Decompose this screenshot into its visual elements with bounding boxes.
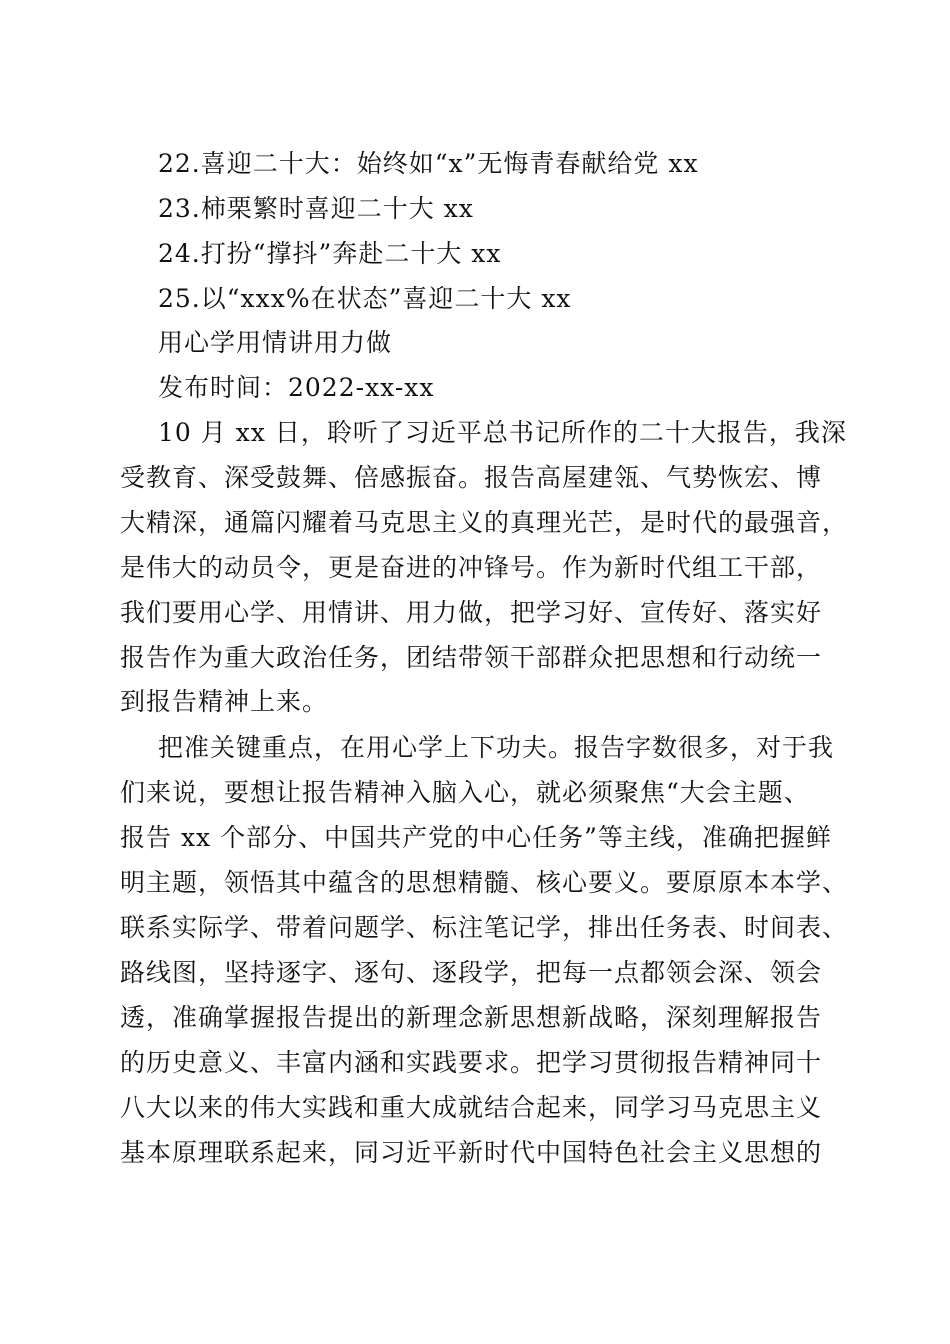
paragraph-line: 是伟大的动员令，更是奋进的冲锋号。作为新时代组工干部， (120, 553, 823, 582)
paragraph-line: 10 月 xx 日，聆听了习近平总书记所作的二十大报告，我深 (158, 418, 847, 447)
list-item: 24.打扮“撑抖”奔赴二十大 xx (158, 239, 502, 268)
paragraph-line: 基本原理联系起来，同习近平新时代中国特色社会主义思想的 (120, 1138, 823, 1167)
publish-date: 发布时间：2022-xx-xx (158, 373, 435, 402)
list-item: 22.喜迎二十大：始终如“x”无悔青春献给党 xx (158, 149, 699, 178)
paragraph-line: 路线图，坚持逐字、逐句、逐段学，把每一点都领会深、领会 (120, 958, 823, 987)
paragraph-line: 明主题，领悟其中蕴含的思想精髓、核心要义。要原原本本学、 (120, 868, 849, 897)
list-item: 23.柿栗繁时喜迎二十大 xx (158, 194, 474, 223)
paragraph-line: 们来说，要想让报告精神入脑入心，就必须聚焦“大会主题、 (120, 778, 810, 807)
paragraph-line: 报告作为重大政治任务，团结带领干部群众把思想和行动统一 (120, 643, 823, 672)
paragraph-line: 的历史意义、丰富内涵和实践要求。把学习贯彻报告精神同十 (120, 1048, 823, 1077)
paragraph-line: 我们要用心学、用情讲、用力做，把学习好、宣传好、落实好 (120, 598, 823, 627)
paragraph-line: 大精深，通篇闪耀着马克思主义的真理光芒，是时代的最强音， (120, 508, 849, 537)
paragraph-line: 把准关键重点，在用心学上下功夫。报告字数很多，对于我 (158, 733, 835, 762)
paragraph-line: 透，准确掌握报告提出的新理念新思想新战略，深刻理解报告 (120, 1003, 823, 1032)
paragraph-line: 联系实际学、带着问题学、标注笔记学，排出任务表、时间表、 (120, 913, 849, 942)
paragraph-line: 受教育、深受鼓舞、倍感振奋。报告高屋建瓴、气势恢宏、博 (120, 463, 823, 492)
paragraph-line: 八大以来的伟大实践和重大成就结合起来，同学习马克思主义 (120, 1093, 823, 1122)
paragraph-line: 报告 xx 个部分、中国共产党的中心任务”等主线，准确把握鲜 (120, 823, 832, 852)
list-item: 25.以“xxx%在状态”喜迎二十大 xx (158, 284, 572, 313)
paragraph-line: 到报告精神上来。 (120, 687, 329, 716)
article-title: 用心学用情讲用力做 (158, 328, 393, 357)
